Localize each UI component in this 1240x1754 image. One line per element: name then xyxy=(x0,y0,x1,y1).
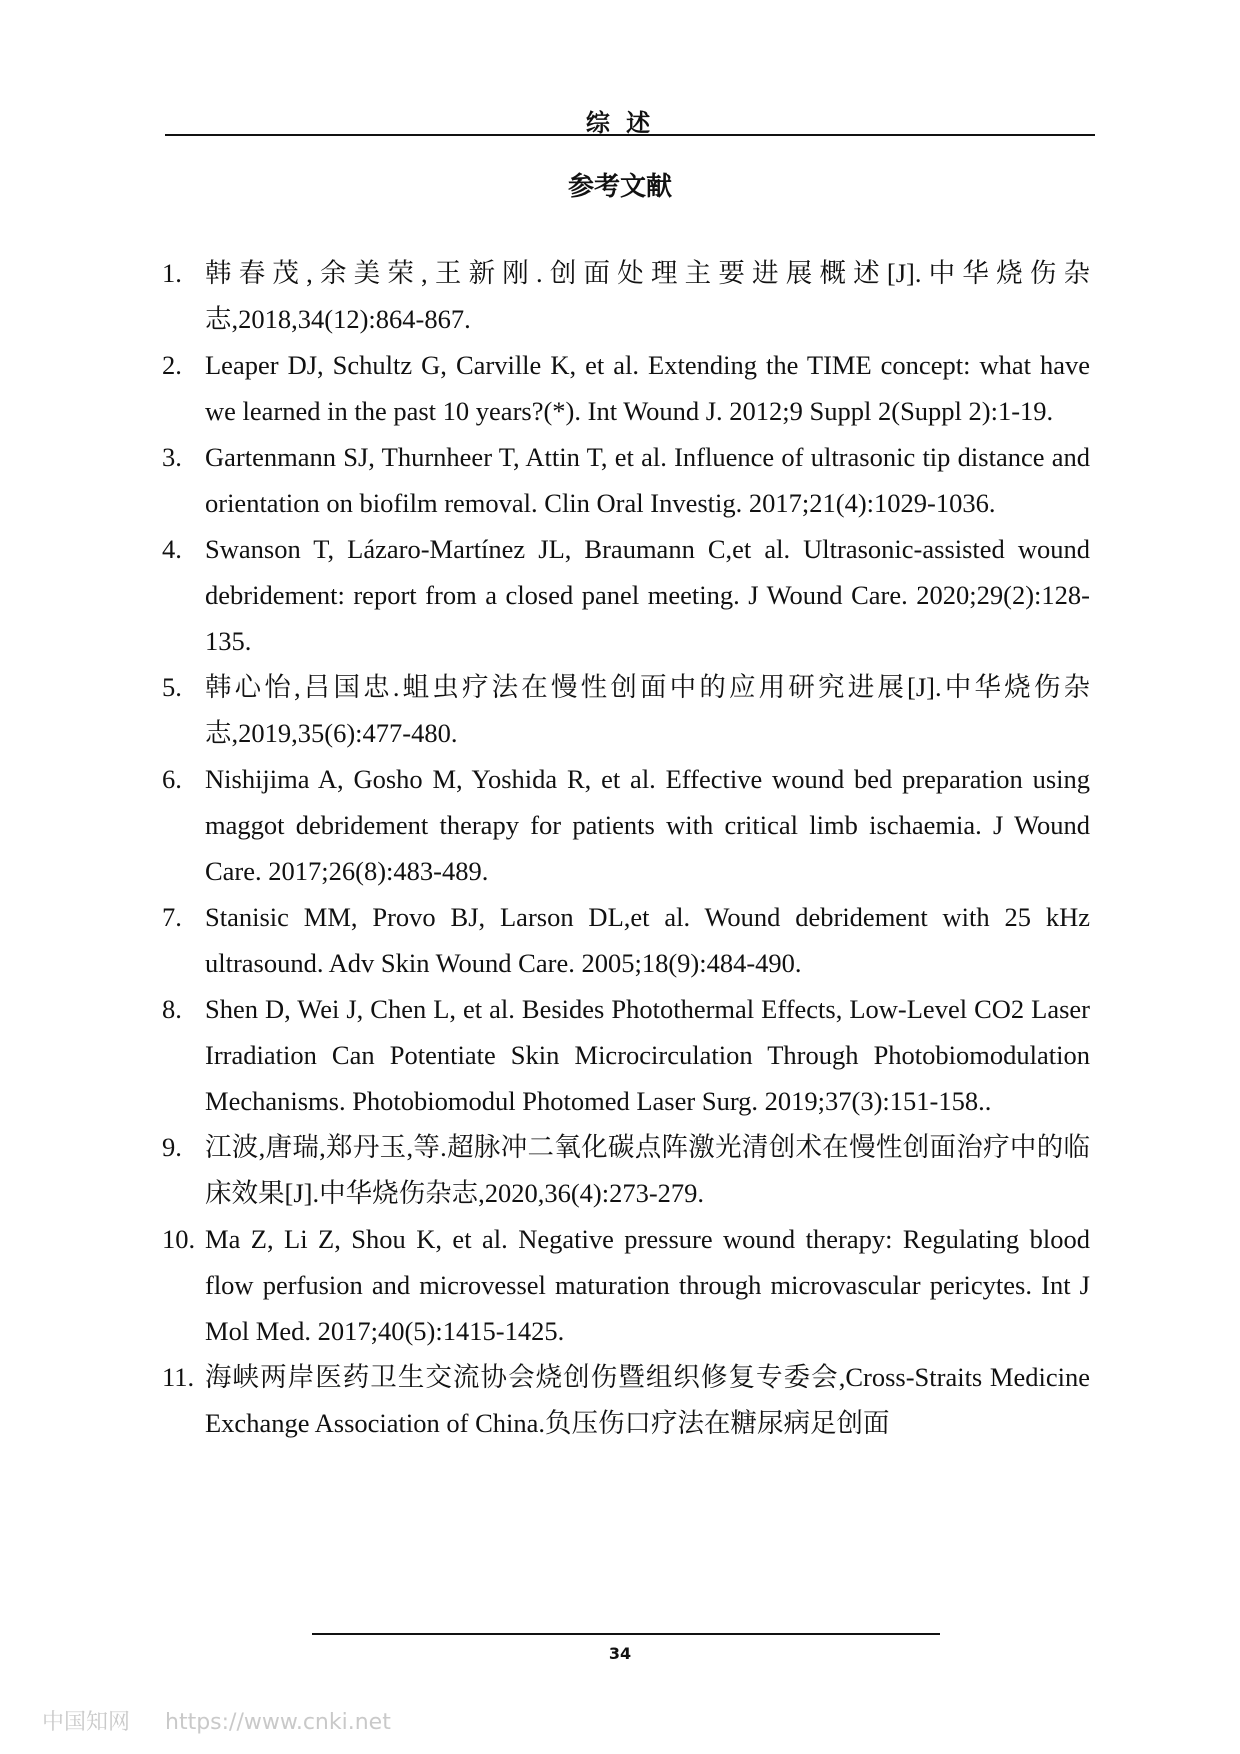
reference-number: 1. xyxy=(162,258,182,288)
reference-item xyxy=(162,1354,1090,1446)
reference-number: 10. xyxy=(162,1224,196,1254)
watermark xyxy=(42,1705,391,1736)
header-divider xyxy=(165,134,1095,136)
reference-text: Nishijima A, Gosho M, Yoshida R, et al. Effective wound bed preparation using maggot debridement therapy for patients with critical limb ischaemia. J Wound Care. 2017;26(8):483-489. xyxy=(205,764,1090,886)
reference-text: Leaper DJ, Schultz G, Carville K, et al. Extending the TIME concept: what have we learned in the past 10 years?(*). Int Wound J. 2012;9 Suppl 2(Suppl 2):1-19. xyxy=(205,350,1090,426)
running-header-title: 综 述 xyxy=(585,109,655,137)
reference-number: 9. xyxy=(162,1132,182,1162)
reference-text: 韩心怡,吕国忠.蛆虫疗法在慢性创面中的应用研究进展[J].中华烧伤杂志,2019,35(6):477-480. xyxy=(205,672,1090,748)
page-number: 34 xyxy=(608,1644,632,1663)
reference-text: Shen D, Wei J, Chen L, et al. Besides Photothermal Effects, Low-Level CO2 Laser Irradiation Can Potentiate Skin Microcirculation Through Photobiomodulation Mechanisms. Photobiomodul Photomed Laser Surg. 2019;37(3):151-158.. xyxy=(205,994,1090,1116)
reference-item xyxy=(162,1216,1090,1354)
reference-number: 5. xyxy=(162,672,182,702)
reference-item xyxy=(162,1124,1090,1216)
section-title: 参考文献 xyxy=(567,172,672,202)
reference-text: 江波,唐瑞,郑丹玉,等.超脉冲二氧化碳点阵激光清创术在慢性创面治疗中的临床效果[J].中华烧伤杂志,2020,36(4):273-279. xyxy=(205,1132,1090,1208)
reference-number: 8. xyxy=(162,994,182,1024)
reference-number: 11. xyxy=(162,1362,195,1392)
reference-item xyxy=(162,342,1090,434)
reference-item xyxy=(162,250,1090,342)
reference-number: 3. xyxy=(162,442,182,472)
reference-list xyxy=(162,250,1090,1446)
reference-number: 6. xyxy=(162,764,182,794)
reference-item xyxy=(162,526,1090,664)
watermark-logo: 中国知网 xyxy=(42,1710,131,1735)
reference-text: Stanisic MM, Provo BJ, Larson DL,et al. Wound debridement with 25 kHz ultrasound. Adv Skin Wound Care. 2005;18(9):484-490. xyxy=(205,902,1090,978)
reference-item xyxy=(162,434,1090,526)
reference-text: Gartenmann SJ, Thurnheer T, Attin T, et al. Influence of ultrasonic tip distance and orientation on biofilm removal. Clin Oral Investig. 2017;21(4):1029-1036. xyxy=(205,442,1090,518)
reference-text: 海峡两岸医药卫生交流协会烧创伤暨组织修复专委会,Cross-Straits Medicine Exchange Association of China.负压伤口疗法在糖尿病足创面 xyxy=(205,1362,1090,1438)
reference-text: Swanson T, Lázaro-Martínez JL, Braumann C,et al. Ultrasonic-assisted wound debridement: report from a closed panel meeting. J Wound Care. 2020;29(2):128-135. xyxy=(205,534,1090,656)
reference-text: Ma Z, Li Z, Shou K, et al. Negative pressure wound therapy: Regulating blood flow perfusion and microvessel maturation through microvascular pericytes. Int J Mol Med. 2017;40(5):1415-1425. xyxy=(205,1224,1090,1346)
reference-item xyxy=(162,894,1090,986)
reference-item xyxy=(162,756,1090,894)
reference-number: 4. xyxy=(162,534,182,564)
footer-divider xyxy=(312,1633,940,1635)
reference-number: 7. xyxy=(162,902,182,932)
reference-number: 2. xyxy=(162,350,182,380)
reference-item xyxy=(162,664,1090,756)
watermark-url: https://www.cnki.net xyxy=(165,1710,391,1735)
reference-text: 韩春茂,余美荣,王新刚.创面处理主要进展概述[J].中华烧伤杂志,2018,34(12):864-867. xyxy=(205,258,1090,334)
reference-item xyxy=(162,986,1090,1124)
